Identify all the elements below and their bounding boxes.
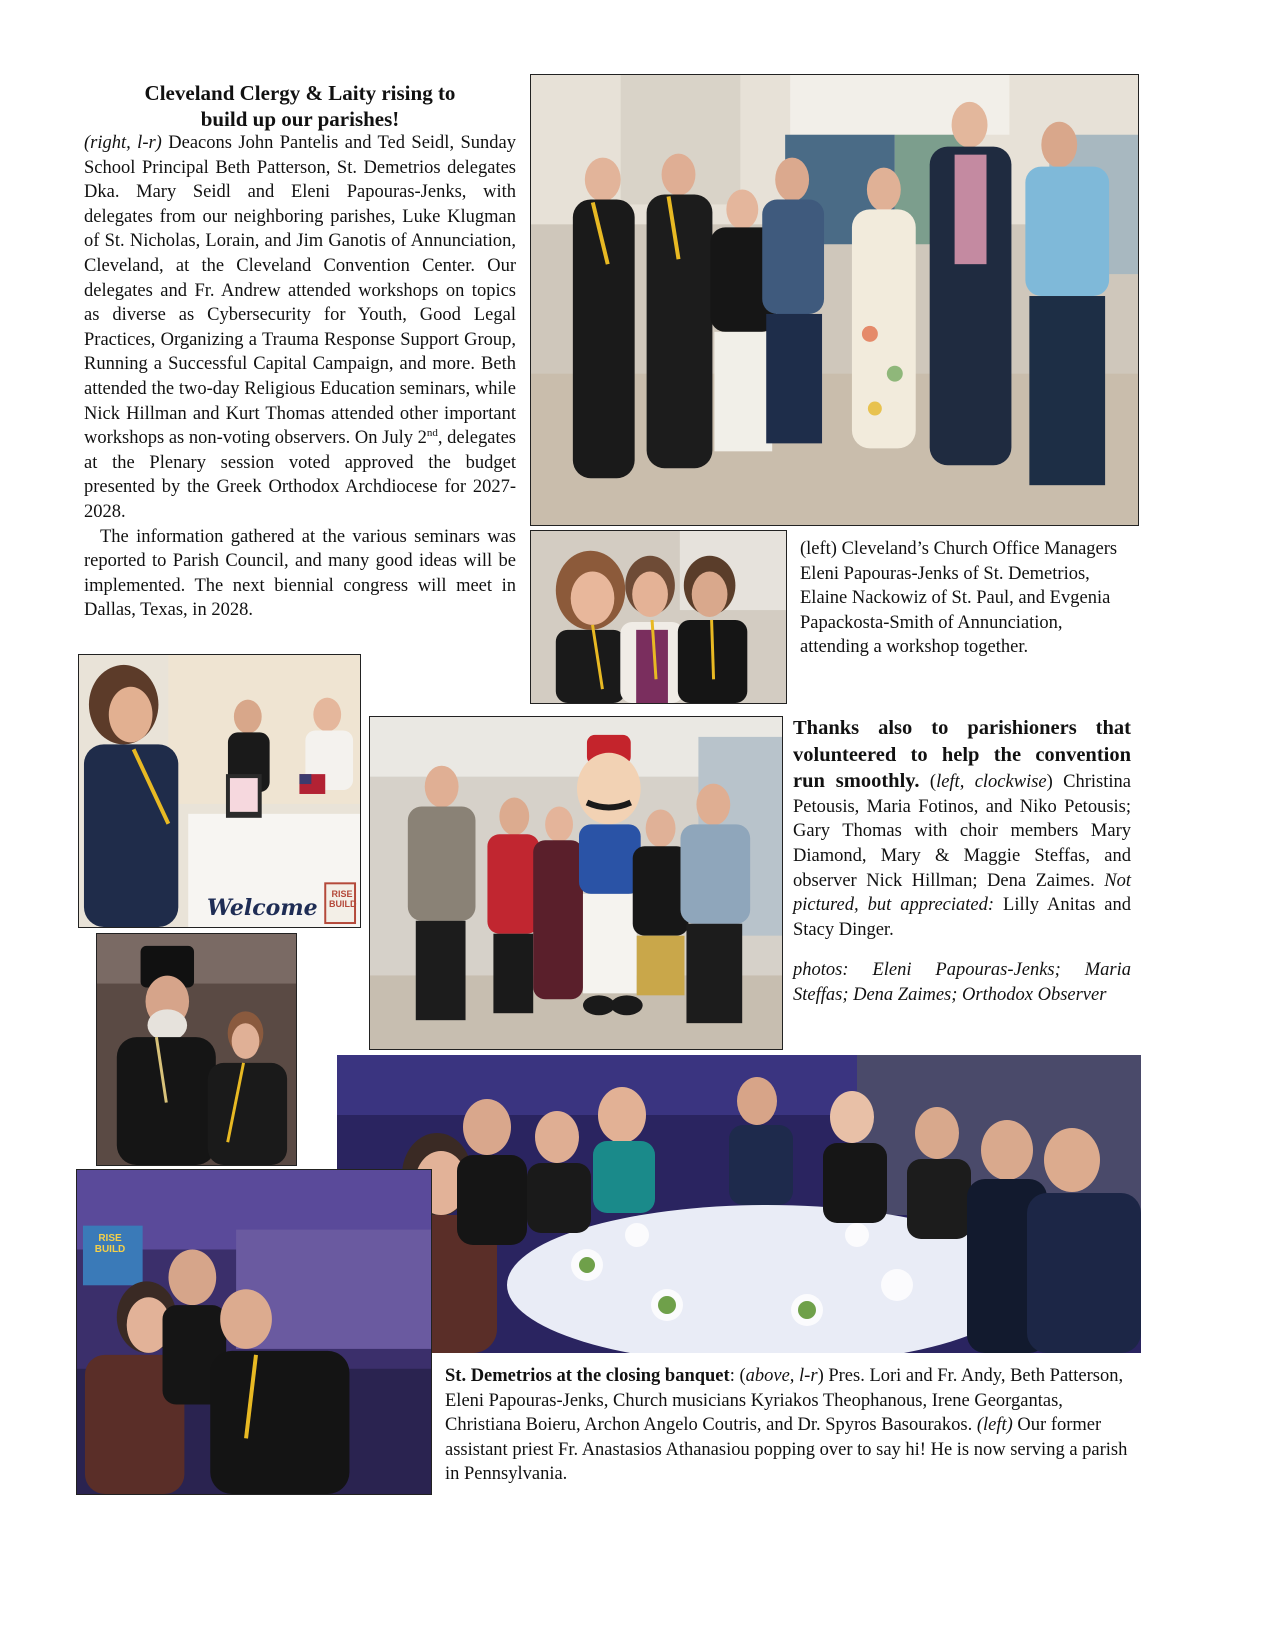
rise-build-badge bbox=[329, 889, 355, 909]
screen-line-1: RISE bbox=[98, 1233, 122, 1244]
office-managers-caption: (left) Cleveland’s Church Office Managers Eleni Papouras-Jenks of St. Demetrios, Elaine Nackowiz of St. Paul, and Evgenia Papackosta-Smith of Annunciation, attending a workshop together. bbox=[800, 539, 1118, 658]
article-title-line-1: Cleveland Clergy & Laity rising to bbox=[144, 81, 456, 105]
banquet-caption bbox=[445, 1364, 1135, 1487]
banquet-caption-priest: Our former assistant priest Fr. Anastasios Athanasiou popping over to say hi! He is now serving a parish in Pennsylvania. bbox=[445, 1415, 1128, 1485]
office-managers-photo bbox=[530, 530, 787, 704]
badge-line-1: RISE bbox=[331, 889, 353, 899]
banquet-caption-heading: St. Demetrios at the closing banquet bbox=[445, 1366, 730, 1386]
metropolitan-photo bbox=[96, 933, 297, 1166]
banquet-caption-order: above, l-r bbox=[745, 1366, 818, 1386]
banquet-caption-names: ) Pres. Lori and Fr. Andy, Beth Patterson, Eleni Papouras-Jenks, Church musicians Kyriakos Theophanous, Irene Georgantas, Christiana Boieru, Archon Angelo Coutris, and Dr. Spyros Basourakos. bbox=[445, 1366, 1124, 1436]
article-paragraph-1: Deacons John Pantelis and Ted Seidl, Sunday School Principal Beth Patterson, St. Demetrios delegates Dka. Mary Seidl and Eleni Papouras-Jenks, with delegates from our neighboring parishes, Luke Klugman of St. Nicholas, Lorain, and Jim Ganotis of Annunciation, Cleveland, at the Cleveland Convention Center. Our delegates and Fr. Andrew attended workshops on topics as diverse as Cybersecurity for Youth, Good Legal Practices, Organizing a Trauma Response Support Group, Running a Successful Capital Campaign, and more. Beth attended the two-day Religious Education seminars, while Nick Hillman and Kurt Thomas attended other important workshops as non-voting observers. On July 2 bbox=[84, 133, 516, 449]
volunteers-lead: ( bbox=[919, 772, 937, 793]
welcome-table-photo bbox=[78, 654, 361, 928]
article-paragraph-1-end: , delegates at the Plenary session voted approved the budget presented by the Greek Orthodox Archdiocese for 2027-2028. bbox=[84, 428, 516, 522]
volunteers-names: ) Christina Petousis, Maria Fotinos, and Niko Petousis; Gary Thomas with choir members Mary Diamond, Mary & Maggie Steffas, and observer Nick Hillman; Dena Zaimes. bbox=[793, 772, 1131, 891]
closing-banquet-photo bbox=[337, 1055, 1141, 1353]
article-body bbox=[84, 131, 516, 623]
volunteers-thanks-heading: Thanks also to parishioners that volunteered to help the convention run smoothly. bbox=[793, 717, 1131, 793]
article-title-line-2: build up our parishes! bbox=[200, 107, 400, 131]
banquet-caption-colon: : ( bbox=[729, 1366, 746, 1386]
intro-lead: (right, l-r) bbox=[84, 133, 162, 153]
volunteers-order-note: left, clockwise bbox=[936, 772, 1047, 793]
volunteers-paragraph bbox=[793, 715, 1131, 942]
volunteers-not-pictured: Not pictured, but appreciated: bbox=[793, 870, 1131, 916]
volunteers-not-pictured-names: Lilly Anitas and Stacy Dinger. bbox=[793, 895, 1131, 940]
ordinal-suffix: nd bbox=[426, 426, 438, 439]
volunteers-mascot-photo bbox=[369, 716, 783, 1050]
banquet-caption-left-label: (left) bbox=[976, 1415, 1013, 1436]
delegates-group-photo bbox=[530, 74, 1139, 526]
former-assistant-priest-photo bbox=[76, 1169, 432, 1495]
article-paragraph-2: The information gathered at the various seminars was reported to Parish Council, and many good ideas will be implemented. The next biennial congress will meet in Dallas, Texas, in 2028. bbox=[84, 526, 516, 621]
event-screen-logo bbox=[87, 1233, 133, 1255]
welcome-sign-text: Welcome bbox=[207, 895, 318, 921]
photo-credits: photos: Eleni Papouras-Jenks; Maria Steffas; Dena Zaimes; Orthodox Observer bbox=[793, 960, 1131, 1005]
article-title bbox=[84, 80, 516, 132]
screen-line-2: BUILD bbox=[94, 1244, 126, 1255]
badge-line-2: BUILD bbox=[329, 899, 357, 909]
